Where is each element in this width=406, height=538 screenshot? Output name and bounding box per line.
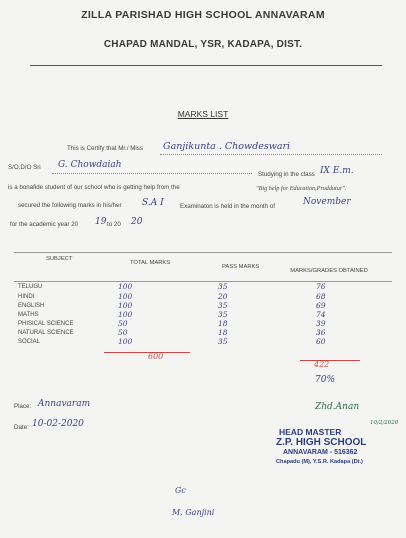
cert-line3: is a bonafide student of our school who is getting help from the xyxy=(8,184,180,191)
student-name: Ganjikunta . Chowdeswari xyxy=(163,141,291,152)
dotted-line xyxy=(52,173,252,174)
year-start: 19 xyxy=(95,217,107,227)
cell-pass: 35 xyxy=(218,337,228,346)
stamp-line2: Z.P. HIGH SCHOOL xyxy=(276,437,367,448)
exam-name: S.A I xyxy=(142,198,164,208)
place-value: Annavaram xyxy=(38,399,91,409)
cell-obtained: 36 xyxy=(316,328,326,337)
table-header-subject: SUBJECT xyxy=(46,256,73,262)
stamp-line4: Chapadu (M), Y.S.R. Kadapa (Dt.) xyxy=(276,459,363,465)
cell-total: 100 xyxy=(118,282,133,291)
cert-line5-prefix: for the academic year 20 xyxy=(10,221,79,228)
cell-pass: 35 xyxy=(218,282,228,291)
grand-obtained: 422 xyxy=(314,360,330,369)
parent-name: G. Chowdaiah xyxy=(58,160,122,170)
cell-total: 100 xyxy=(118,310,133,319)
cell-pass: 20 xyxy=(218,292,228,301)
table-header-total: TOTAL MARKS xyxy=(130,260,171,266)
cell-subject: MATHS xyxy=(18,312,39,318)
table-row xyxy=(14,339,392,347)
cert-line2-prefix: S/O,D/O Sri xyxy=(8,164,41,171)
place-label: Place: xyxy=(14,403,32,410)
studying-label: Studying in the class xyxy=(258,171,315,178)
cell-total: 100 xyxy=(118,301,133,310)
cell-obtained: 60 xyxy=(316,337,326,346)
cert-line4-mid: Examinaton is held in the month of xyxy=(180,203,275,210)
table-row xyxy=(14,294,392,302)
school-address: CHAPAD MANDAL, YSR, KADAPA, DIST. xyxy=(103,39,303,50)
stamp-line1: HEAD MASTER xyxy=(279,427,342,437)
school-name: ZILLA PARISHAD HIGH SCHOOL ANNAVARAM xyxy=(81,9,325,21)
table-row xyxy=(14,312,392,320)
cell-total: 50 xyxy=(118,328,128,337)
class-value: IX E.m. xyxy=(320,166,354,176)
cell-obtained: 76 xyxy=(316,282,326,291)
exam-month: November xyxy=(303,197,351,207)
percentage: 70% xyxy=(315,375,336,385)
header-divider xyxy=(30,65,382,66)
cell-subject: HINDI xyxy=(18,294,35,300)
year-end: 20 xyxy=(131,217,143,227)
date-label: Date: xyxy=(14,424,29,431)
stamp-line3: ANNAVARAM - 516362 xyxy=(283,449,358,456)
table-row xyxy=(14,303,392,311)
cell-pass: 35 xyxy=(218,301,228,310)
cell-obtained: 39 xyxy=(316,319,326,328)
year-mid: to 20 xyxy=(107,221,121,228)
cell-pass: 35 xyxy=(218,310,228,319)
page-title: MARKS LIST xyxy=(177,109,229,119)
headmaster-signature: Zhd.Anan xyxy=(315,402,360,412)
student-signature: M. Ganjini xyxy=(172,508,215,517)
dotted-line xyxy=(160,154,382,155)
cell-obtained: 74 xyxy=(316,310,326,319)
total-line-left xyxy=(104,352,190,353)
cert-line4-prefix: secured the following marks in his/her xyxy=(18,202,122,209)
table-header-obtained: MARKS/GRADES OBTAINED xyxy=(290,268,368,274)
student-signature-initials: Gc xyxy=(175,486,186,495)
table-top-line xyxy=(14,252,392,253)
cell-pass: 18 xyxy=(218,319,228,328)
table-header-line xyxy=(14,281,392,282)
cell-pass: 18 xyxy=(218,328,228,337)
signature-date: 10/2/2020 xyxy=(370,420,399,426)
cell-total: 100 xyxy=(118,292,133,301)
program-name: "Big help for Education,Proddutur". xyxy=(256,185,347,192)
total-line-right xyxy=(300,360,360,361)
cert-line1-prefix: This is Certify that Mr./ Miss xyxy=(67,145,143,152)
cell-total: 50 xyxy=(118,319,128,328)
cell-subject: PHISICAL SCIENCE xyxy=(18,321,74,327)
table-row xyxy=(14,330,392,338)
table-row xyxy=(14,284,392,292)
cell-subject: ENGLISH xyxy=(18,303,45,309)
table-header-pass: PASS MARKS xyxy=(222,264,260,270)
cell-total: 100 xyxy=(118,337,133,346)
grand-total: 600 xyxy=(148,352,164,361)
cell-subject: TELUGU xyxy=(18,284,43,290)
cell-obtained: 69 xyxy=(316,301,326,310)
table-row xyxy=(14,321,392,329)
cell-subject: NATURAL SCIENCE xyxy=(18,330,74,336)
cell-obtained: 68 xyxy=(316,292,326,301)
date-value: 10-02-2020 xyxy=(32,419,84,429)
cell-subject: SOCIAL xyxy=(18,339,41,345)
